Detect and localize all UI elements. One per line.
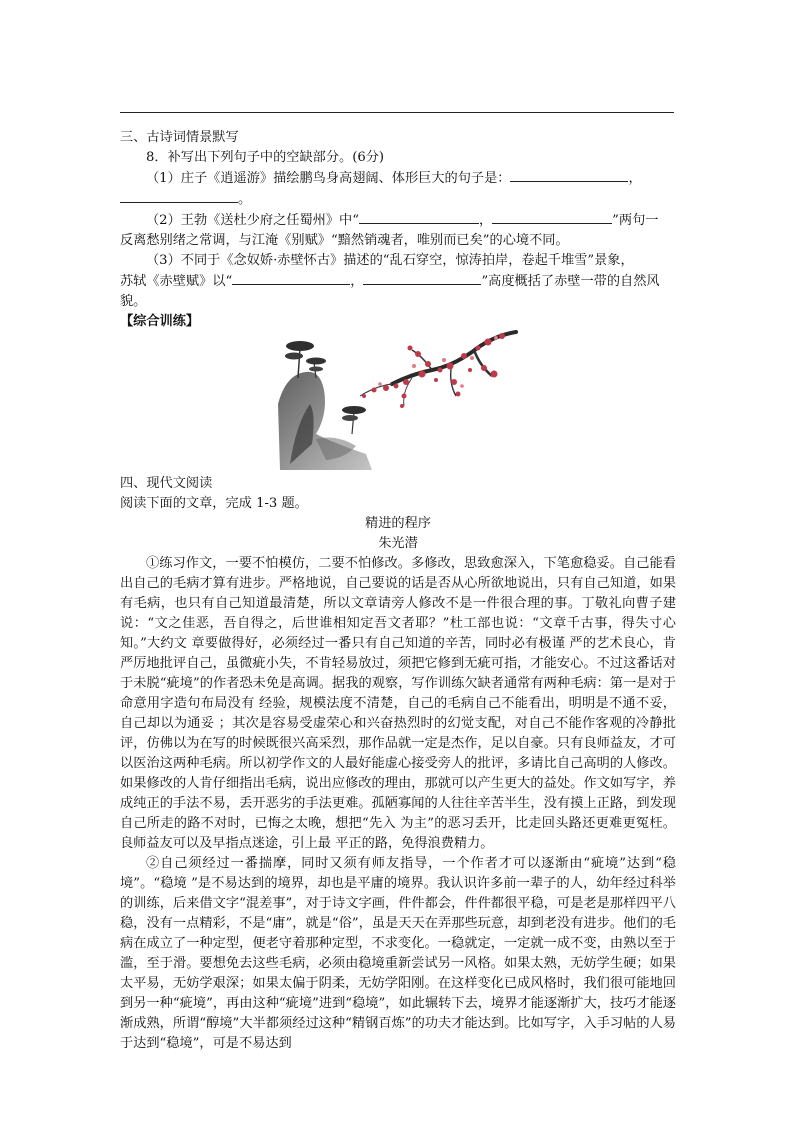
question-8-1-cont: 。 [120, 189, 676, 210]
article-body [120, 554, 676, 1054]
answer-blank[interactable] [120, 189, 238, 203]
question-8-1: （1）庄子《逍遥游》描绘鹏鸟身高翅阔、体形巨大的句子是： ， [120, 168, 676, 189]
question-8-3-cont: 苏轼《赤壁赋》以“ ， ”高度概括了赤壁一带的自然风 [120, 271, 676, 292]
answer-blank[interactable] [359, 210, 479, 224]
plum-blossom-illustration [352, 326, 518, 412]
question-8-3: （3）不同于《念奴娇·赤壁怀古》描述的“乱石穿空，惊涛拍岸，卷起千堆雪”景象， [146, 253, 634, 268]
answer-blank[interactable] [363, 271, 481, 285]
question-8-3-end: 貌。 [120, 294, 147, 309]
answer-blank[interactable] [232, 271, 350, 285]
section-poetry [120, 128, 676, 312]
header-rule [120, 112, 674, 113]
section-reading [120, 474, 676, 1054]
answer-blank[interactable] [492, 210, 612, 224]
article-paragraph: ②自己须经过一番揣摩，同时又须有师友指导，一个作者才可以逐渐由“疵境”达到“稳境”。“稳境 ”是不易达到的境界，却也是平庸的境界。我认识许多前一辈子的人，幼年经过科举的训练，后来借文字“混差事”，对于诗文字画，件件都会，件件都很平稳，可是老是那样四平八稳，没有一点精彩，不是“庸”，就是“俗”，虽是天天在弄那些玩意，却到老没有进步。他们的毛病在成立了一种定型，便老守着那种定型，不求变化。一稳就定，一定就一成不变，由熟以至于滥，至于滑。要想免去这些毛病，必须由稳境重新尝试另一风格。如果太熟，无妨学生硬；如果太平易，无妨学艰深；如果太偏于阴柔，无妨学阳刚。在这样变化已成风格时，我们很可能地回到另一种“疵境”，再由这种“疵境”进到“稳境”，如此辗转下去，境界才能逐渐扩大，技巧才能逐渐成熟，所谓“醇境”大半都须经过这种“精钢百炼”的功夫才能达到。比如写字，入手习帖的人易于达到“稳境”，可是不易达到 [120, 856, 676, 1051]
section3-heading: 三、古诗词情景默写 [120, 130, 239, 145]
question-8-2: （2）王勃《送杜少府之任蜀州》中“ ， ”两句一 [120, 210, 676, 231]
reading-instruction: 阅读下面的文章，完成 1-3 题。 [120, 496, 308, 511]
answer-blank[interactable] [510, 168, 628, 182]
section4-heading: 四、现代文阅读 [120, 476, 213, 491]
article-paragraph: ①练习作文，一要不怕模仿，二要不怕修改。多修改，思致愈深入，下笔愈稳妥。自己能看出自己的毛病才算有进步。严格地说，自己要说的话是否从心所欲地说出，只有自己知道，如果有毛病，也只有自己知道最清楚，所以文章请旁人修改不是一件很合理的事。丁敬礼向曹子建说：“文之佳恶，吾自得之，后世谁相知定吾文者耶？”杜工部也说：“文章千古事，得失寸心知。”大约文 章要做得好，必须经过一番只有自己知道的辛苦，同时必有极谨 严的艺术良心，肯严厉地批评自己，虽微疵小失，不肯轻易放过，须把它修到无疵可指，才能安心。不过这番话对于未脱“疵境”的作者恐未免是高调。据我的观察，写作训练欠缺者通常有两种毛病：第一是对于命意用字造句布局没有 经验，规模法度不清楚，自己的毛病自己不能看出，明明是不通不妥，自己却以为通妥 ；其次是容易受虚荣心和兴奋热烈时的幻觉支配，对自己不能作客观的冷静批评，仿佛以为在写的时候既很兴高采烈，那作品就一定是杰作，足以自豪。只有良师益友，才可以医治这两种毛病。所以初学作文的人最好能虚心接受旁人的批评，多请比自己高明的人修改。如果修改的人肯仔细指出毛病，说出应修改的理由，那就可以产生更大的益处。作文如写字，养成纯正的手法不易，丢开恶劣的手法更难。孤陋寡闻的人往往辛苦半生，没有摸上正路，到发现自己所走的路不对时，已悔之太晚，想把“先入 为主”的恶习丢开，比走回头路还更难更冤枉。良师益友可以及早指点迷途，引上最 平正的路，免得浪费精力。 [120, 556, 676, 851]
article-title: 精进的程序 [365, 516, 431, 531]
question-8-2-cont: 反离愁别绪之常调，与江淹《别赋》“黯然销魂者，唯别而已矣”的心境不同。 [120, 233, 569, 248]
training-label: 【综合训练】 [120, 314, 200, 329]
question-8: 8．补写出下列句子中的空缺部分。(6分) [146, 150, 385, 165]
article-author: 朱光潜 [378, 536, 418, 551]
